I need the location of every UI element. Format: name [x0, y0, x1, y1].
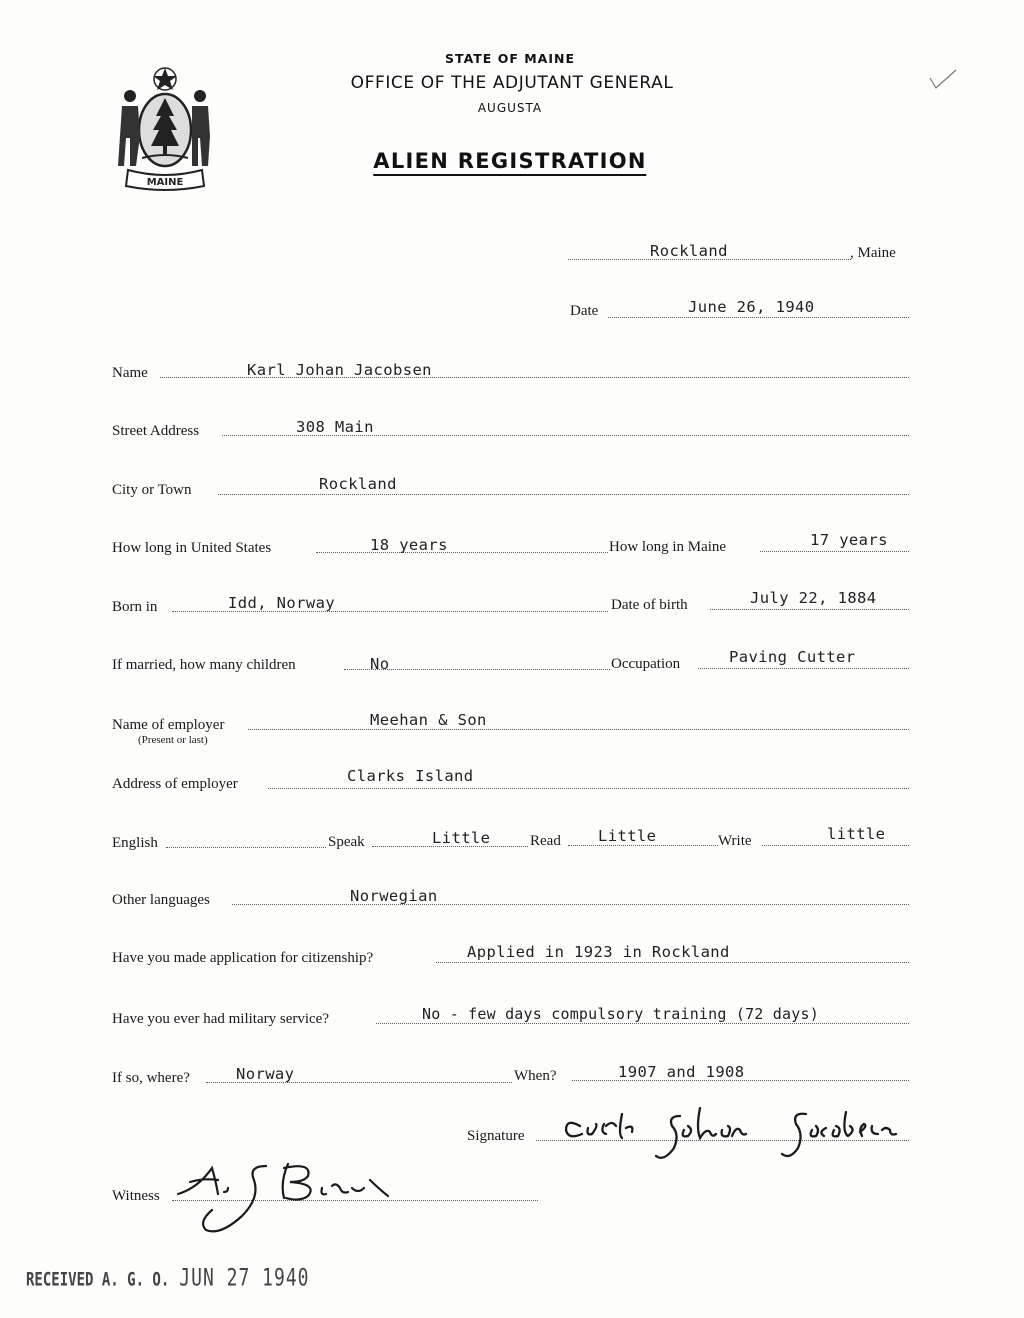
- employer-address-line: [268, 787, 909, 789]
- speak-label: Speak: [328, 834, 365, 850]
- born-label: Born in: [112, 599, 158, 615]
- received-stamp-label: RECEIVED A. G. O.: [26, 1269, 170, 1291]
- write-line: [762, 844, 909, 846]
- state-seal-icon: [112, 66, 218, 192]
- place-value: Rockland: [650, 242, 728, 260]
- street-label: Street Address: [112, 423, 200, 439]
- date-value: June 26, 1940: [688, 298, 815, 316]
- military-where-value: Norway: [236, 1065, 295, 1083]
- born-value: Idd, Norway: [228, 594, 336, 612]
- write-value: little: [827, 825, 886, 843]
- header-office: OFFICE OF THE ADJUTANT GENERAL: [350, 73, 674, 93]
- citizenship-value: Applied in 1923 in Rockland: [467, 943, 730, 961]
- employer-line: [248, 728, 909, 730]
- received-stamp: [26, 1264, 310, 1292]
- form-title: ALIEN REGISTRATION: [373, 149, 646, 176]
- received-stamp-date: JUN 27 1940: [179, 1264, 310, 1293]
- english-line: [166, 846, 326, 848]
- dob-label: Date of birth: [611, 597, 688, 613]
- military-value: No - few days compulsory training (72 days): [422, 1005, 819, 1023]
- military-label: Have you ever had military service?: [112, 1011, 329, 1027]
- header-state: STATE OF MAINE: [445, 51, 575, 66]
- city-line: [218, 493, 909, 495]
- place-suffix: , Maine: [850, 245, 896, 261]
- us-duration-line: [316, 551, 608, 553]
- children-label: If married, how many children: [112, 657, 296, 673]
- city-value: Rockland: [319, 475, 397, 493]
- check-mark-icon: [928, 66, 958, 94]
- dob-line: [710, 608, 909, 610]
- other-languages-line: [232, 903, 909, 905]
- us-duration-value: 18 years: [370, 536, 448, 554]
- occupation-line: [698, 667, 909, 669]
- write-label: Write: [718, 833, 752, 849]
- read-value: Little: [598, 827, 657, 845]
- witness-handwriting: [172, 1158, 404, 1238]
- signature-handwriting: [560, 1104, 968, 1168]
- employer-address-value: Clarks Island: [347, 767, 474, 785]
- date-line: [608, 316, 909, 318]
- maine-duration-value: 17 years: [810, 531, 888, 549]
- citizenship-line: [436, 961, 909, 963]
- maine-duration-label: How long in Maine: [609, 539, 727, 555]
- city-label: City or Town: [112, 482, 192, 498]
- name-value: Karl Johan Jacobsen: [247, 361, 432, 379]
- military-where-label: If so, where?: [112, 1070, 190, 1086]
- seal-label: MAINE: [146, 177, 184, 188]
- maine-duration-line: [760, 550, 909, 552]
- employer-label: Name of employer: [112, 717, 225, 733]
- name-label: Name: [112, 365, 148, 381]
- employer-sublabel: (Present or last): [138, 734, 208, 746]
- children-value: No: [370, 655, 390, 673]
- header-city: AUGUSTA: [477, 101, 543, 115]
- dob-value: July 22, 1884: [750, 589, 877, 607]
- read-label: Read: [530, 833, 561, 849]
- citizenship-label: Have you made application for citizenship?: [112, 950, 374, 966]
- employer-value: Meehan & Son: [370, 711, 487, 729]
- date-label: Date: [570, 303, 599, 319]
- military-when-value: 1907 and 1908: [618, 1063, 745, 1081]
- employer-address-label: Address of employer: [112, 776, 238, 792]
- speak-value: Little: [432, 829, 491, 847]
- witness-label: Witness: [112, 1188, 160, 1204]
- us-duration-label: How long in United States: [112, 540, 272, 556]
- other-languages-value: Norwegian: [350, 887, 438, 905]
- occupation-value: Paving Cutter: [729, 648, 856, 666]
- occupation-label: Occupation: [611, 656, 681, 672]
- street-value: 308 Main: [296, 418, 374, 436]
- english-label: English: [112, 835, 158, 851]
- military-when-label: When?: [514, 1068, 557, 1084]
- signature-label: Signature: [467, 1128, 525, 1144]
- other-languages-label: Other languages: [112, 892, 210, 908]
